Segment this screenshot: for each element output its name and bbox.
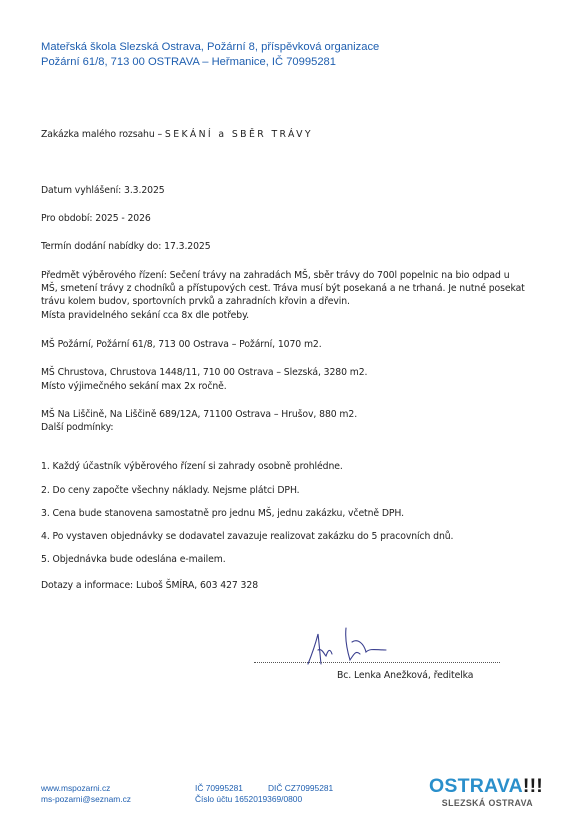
footer-ico: IČ 70995281: [195, 783, 243, 793]
conditions-label: Další podmínky:: [41, 422, 114, 433]
location-chrustova-note: Místo výjimečného sekání max 2x ročně.: [41, 381, 227, 392]
ostrava-logo-text: OSTRAVA: [429, 775, 523, 797]
location-liscina: MŠ Na Liščině, Na Liščině 689/12A, 71100 Ostrava – Hrušov, 880 m2.: [41, 409, 358, 420]
footer-website-link[interactable]: www.mspozarni.cz: [41, 783, 111, 793]
ostrava-logo-subtitle: SLEZSKÁ OSTRAVA: [441, 798, 533, 808]
subject-line: [41, 129, 313, 140]
subject-prefix: Zakázka malého rozsahu –: [41, 129, 165, 140]
ostrava-logo: [429, 775, 543, 798]
announcement-date: Datum vyhlášení: 3.3.2025: [41, 185, 165, 196]
contract-period: Pro období: 2025 - 2026: [41, 213, 151, 224]
footer-email-link[interactable]: ms-pozarni@seznam.cz: [41, 794, 131, 804]
footer-account: Číslo účtu 1652019369/0800: [195, 794, 303, 804]
ostrava-logo-bang: !!!: [522, 775, 543, 797]
description-line: Místa pravidelného sekání cca 8x dle potřeby.: [41, 310, 250, 321]
contact-info: Dotazy a informace: Luboš ŠMÍRA, 603 427 328: [41, 580, 259, 591]
offer-deadline: Termín dodání nabídky do: 17.3.2025: [41, 241, 211, 252]
subject-title: SEKÁNÍ a SBĚR TRÁVY: [164, 129, 314, 140]
school-name-header: Mateřská škola Slezská Ostrava, Požární 8, příspěvková organizace: [41, 41, 380, 53]
condition-item: 2. Do ceny započte všechny náklady. Nejsme plátci DPH.: [41, 485, 300, 496]
signature-line: [254, 662, 500, 663]
description-line: trávu kolem budov, sportovních prvků a zahradních křovin a dřevin.: [41, 296, 350, 307]
description-line: Předmět výběrového řízení: Sečení trávy na zahradách MŠ, sběr trávy do 700l popelnic na bio odpad u: [41, 270, 510, 281]
condition-item: 1. Každý účastník výběrového řízení si zahrady osobně prohlédne.: [41, 461, 343, 472]
footer-dic: DIČ CZ70995281: [268, 783, 334, 793]
school-address-header: Požární 61/8, 713 00 OSTRAVA – Heřmanice, IČ 70995281: [41, 56, 336, 68]
condition-item: 5. Objednávka bude odeslána e-mailem.: [41, 554, 226, 565]
condition-item: 4. Po vystaven objednávky se dodavatel zavazuje realizovat zakázku do 5 pracovních dnů.: [41, 531, 454, 542]
signatory-name: Bc. Lenka Anežková, ředitelka: [337, 670, 474, 681]
location-chrustova: MŠ Chrustova, Chrustova 1448/11, 710 00 Ostrava – Slezská, 3280 m2.: [41, 367, 368, 378]
handwritten-signature: [290, 624, 410, 672]
description-line: MŠ, smetení trávy z chodníků a přístupových cest. Tráva musí být posekaná a ne trhaná. Je nutné posekat: [41, 283, 525, 294]
location-pozarni: MŠ Požární, Požární 61/8, 713 00 Ostrava – Požární, 1070 m2.: [41, 339, 322, 350]
condition-item: 3. Cena bude stanovena samostatně pro jednu MŠ, jednu zakázku, včetně DPH.: [41, 508, 405, 519]
